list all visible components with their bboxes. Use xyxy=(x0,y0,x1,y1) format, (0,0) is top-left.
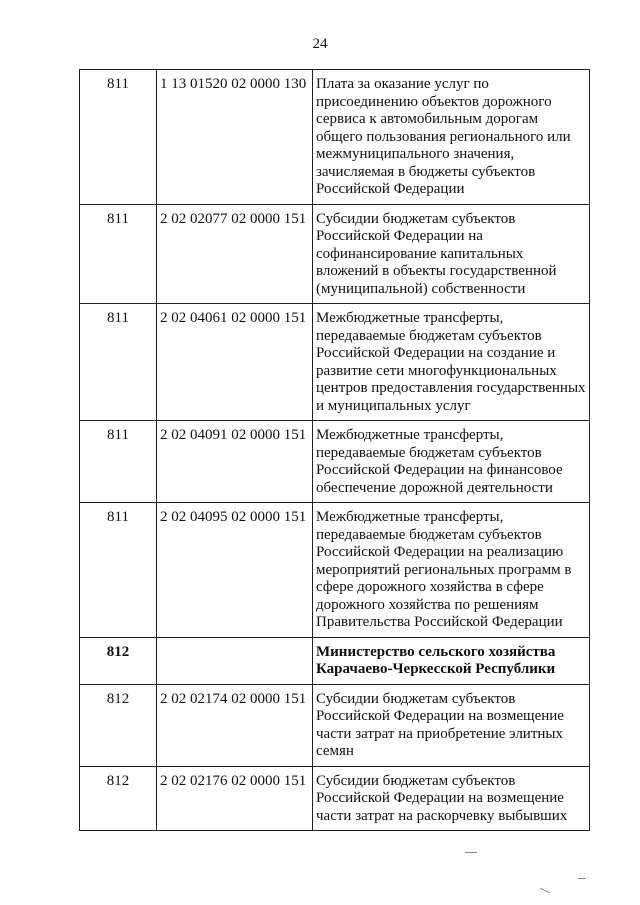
name-line: передаваемые бюджетам субъектов xyxy=(316,444,542,461)
admin-code-cell: 811 xyxy=(80,421,157,503)
name-line: сфере дорожного хозяйства в сфере xyxy=(316,579,544,595)
table-row xyxy=(80,684,590,766)
admin-code-cell: 812 xyxy=(80,766,157,831)
page-number: 24 xyxy=(312,36,328,52)
name-line: обеспечение дорожной деятельности xyxy=(316,479,553,496)
scan-mark xyxy=(540,888,549,893)
admin-code-cell: 811 xyxy=(80,503,157,638)
revenue-code-cell: 2 02 04091 02 0000 151 xyxy=(157,421,313,503)
name-line: и муниципальных услуг xyxy=(316,397,471,414)
revenue-code-cell: 2 02 02176 02 0000 151 xyxy=(157,766,313,831)
table-row xyxy=(80,204,590,304)
scan-mark xyxy=(578,878,586,879)
name-line: части затрат на раскорчевку выбывших xyxy=(316,807,568,824)
revenue-name-cell xyxy=(313,204,590,304)
table-row xyxy=(80,766,590,831)
revenue-name-cell xyxy=(313,637,590,684)
name-line: центров предоставления государственных xyxy=(316,380,586,396)
name-line: Российской Федерации на реализацию xyxy=(316,544,564,560)
name-line: присоединению объектов дорожного xyxy=(316,93,552,110)
revenue-name-cell xyxy=(313,421,590,503)
name-line: передаваемые бюджетам субъектов xyxy=(316,526,542,543)
revenue-code-cell: 2 02 04061 02 0000 151 xyxy=(157,304,313,421)
revenue-code-cell: 1 13 01520 02 0000 130 xyxy=(157,70,313,205)
revenue-code-cell xyxy=(157,637,313,684)
name-line: мероприятий региональных программ в xyxy=(316,561,572,578)
scan-mark xyxy=(465,852,477,853)
name-line: Российской Федерации на финансовое xyxy=(316,462,563,478)
revenue-name-cell xyxy=(313,304,590,421)
name-line: Российской Федерации xyxy=(316,181,465,197)
name-line: Российской Федерации на возмещение xyxy=(316,790,564,806)
name-line: (муниципальной) собственности xyxy=(316,280,526,297)
admin-code-cell: 811 xyxy=(80,304,157,421)
table-row xyxy=(80,421,590,503)
name-line: развитие сети многофункциональных xyxy=(316,362,557,379)
table-row xyxy=(80,503,590,638)
revenue-name-cell xyxy=(313,766,590,831)
revenue-name-cell xyxy=(313,684,590,766)
table-body xyxy=(80,70,590,831)
admin-code-cell: 812 xyxy=(80,684,157,766)
name-line: Межбюджетные трансферты, xyxy=(316,427,504,443)
revenue-code-cell: 2 02 02174 02 0000 151 xyxy=(157,684,313,766)
name-line: Российской Федерации на создание и xyxy=(316,345,556,361)
name-line: Министерство сельского хозяйства xyxy=(316,643,556,660)
revenue-name-cell xyxy=(313,70,590,205)
name-line: Субсидии бюджетам субъектов xyxy=(316,690,516,707)
name-line: межмуниципального значения, xyxy=(316,146,515,162)
revenue-name-cell xyxy=(313,503,590,638)
name-line: общего пользования регионального или xyxy=(316,128,571,145)
name-line: сервиса к автомобильным дорогам xyxy=(316,111,539,127)
budget-codes-table xyxy=(79,69,590,831)
admin-code-cell: 811 xyxy=(80,70,157,205)
name-line: софинансирование капитальных xyxy=(316,245,524,262)
name-line: Российской Федерации на возмещение xyxy=(316,708,564,724)
table-row xyxy=(80,637,590,684)
name-line: Межбюджетные трансферты, xyxy=(316,310,504,326)
name-line: Карачаево-Черкесской Республики xyxy=(316,661,556,677)
name-line: Правительства Российской Федерации xyxy=(316,614,563,630)
name-line: зачисляемая в бюджеты субъектов xyxy=(316,163,536,180)
name-line: передаваемые бюджетам субъектов xyxy=(316,327,542,344)
name-line: части затрат на приобретение элитных xyxy=(316,725,563,742)
table-row xyxy=(80,304,590,421)
name-line: Субсидии бюджетам субъектов xyxy=(316,772,516,789)
name-line: Российской Федерации на xyxy=(316,228,483,244)
name-line: Субсидии бюджетам субъектов xyxy=(316,210,516,227)
table-row xyxy=(80,70,590,205)
name-line: семян xyxy=(316,743,354,759)
admin-code-cell: 812 xyxy=(80,637,157,684)
revenue-code-cell: 2 02 04095 02 0000 151 xyxy=(157,503,313,638)
name-line: вложений в объекты государственной xyxy=(316,263,557,279)
admin-code-cell: 811 xyxy=(80,204,157,304)
name-line: дорожного хозяйства по решениям xyxy=(316,596,539,613)
name-line: Плата за оказание услуг по xyxy=(316,76,489,92)
name-line: Межбюджетные трансферты, xyxy=(316,509,504,525)
revenue-code-cell: 2 02 02077 02 0000 151 xyxy=(157,204,313,304)
